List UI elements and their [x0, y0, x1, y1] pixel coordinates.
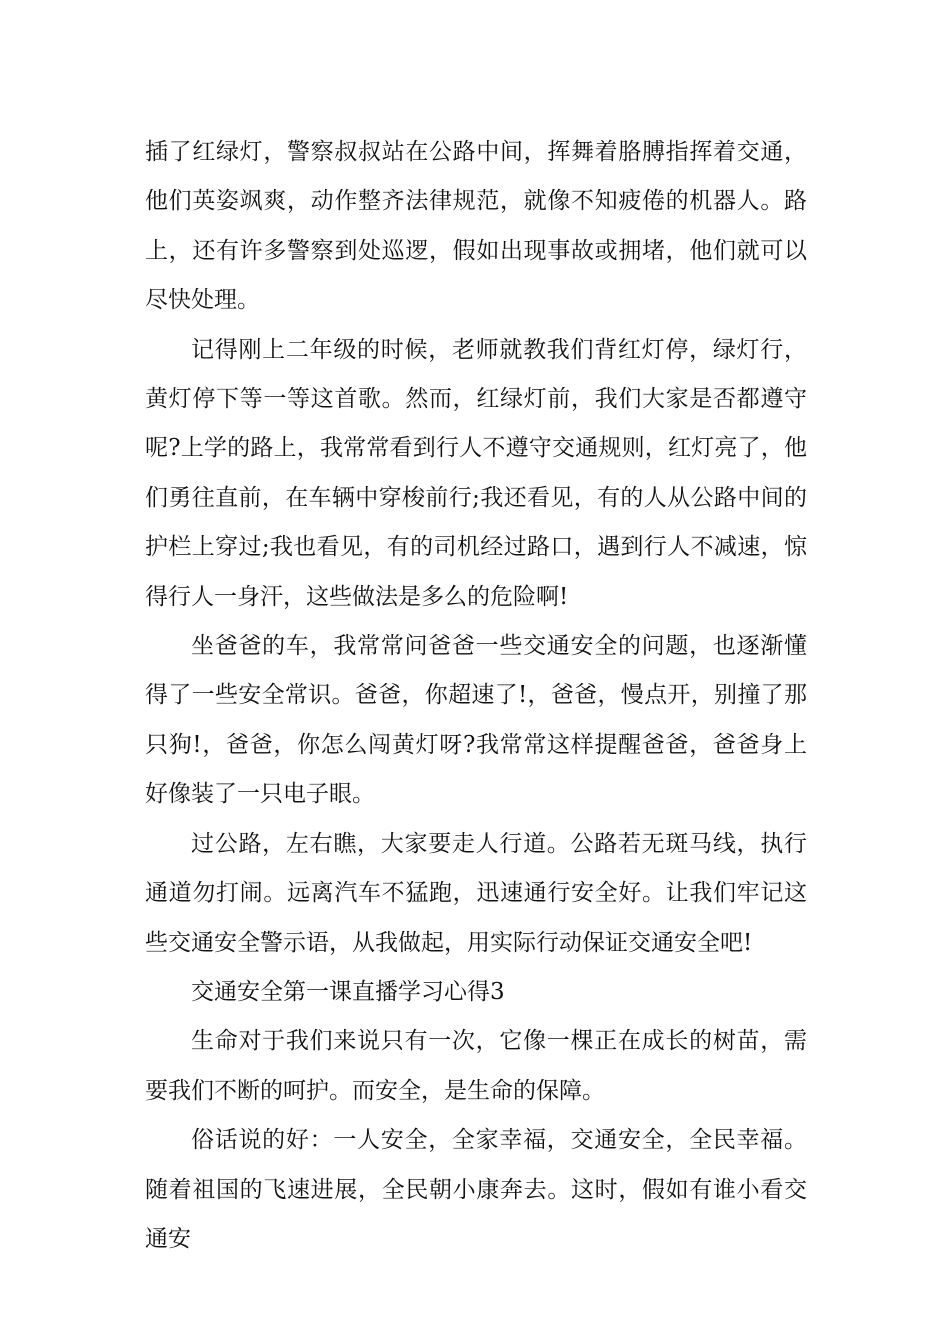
paragraph: 记得刚上二年级的时候，老师就教我们背红灯停，绿灯行，黄灯停下等一等这首歌。然而，红绿灯前，我们大家是否都遵守呢?上学的路上，我常常看到行人不遵守交通规则，红灯亮了，他们勇往直前，在车辆中穿梭前行;我还看见，有的人从公路中间的护栏上穿过;我也看见，有的司机经过路口，遇到行人不减速，惊得行人一身汗，这些做法是多么的危险啊!: [145, 336, 807, 610]
paragraph: 俗话说的好：一人安全，全家幸福，交通安全，全民幸福。随着祖国的飞速进展，全民朝小康奔去。这时，假如有谁小看交通安: [145, 1127, 807, 1252]
paragraph: 过公路，左右瞧，大家要走人行道。公路若无斑马线，执行通道勿打闹。远离汽车不猛跑，迅速通行安全好。让我们牢记这些交通安全警示语，从我做起，用实际行动保证交通安全吧!: [145, 830, 807, 956]
document-body: [145, 128, 807, 1264]
paragraph: 坐爸爸的车，我常常问爸爸一些交通安全的问题，也逐渐懂得了一些安全常识。爸爸，你超速了!，爸爸，慢点开，别撞了那只狗!，爸爸，你怎么闯黄灯呀?我常常这样提醒爸爸，爸爸身上好像装了一只电子眼。: [145, 633, 807, 808]
section-heading: 交通安全第一课直播学习心得3: [191, 978, 505, 1005]
paragraph-continued: 插了红绿灯，警察叔叔站在公路中间，挥舞着胳膊指挥着交通，他们英姿飒爽，动作整齐法律规范，就像不知疲倦的机器人。路上，还有许多警察到处巡逻，假如出现事故或拥堵，他们就可以尽快处理。: [145, 139, 807, 314]
paragraph: 生命对于我们来说只有一次，它像一棵正在成长的树苗，需要我们不断的呵护。而安全，是生命的保障。: [145, 1028, 807, 1104]
